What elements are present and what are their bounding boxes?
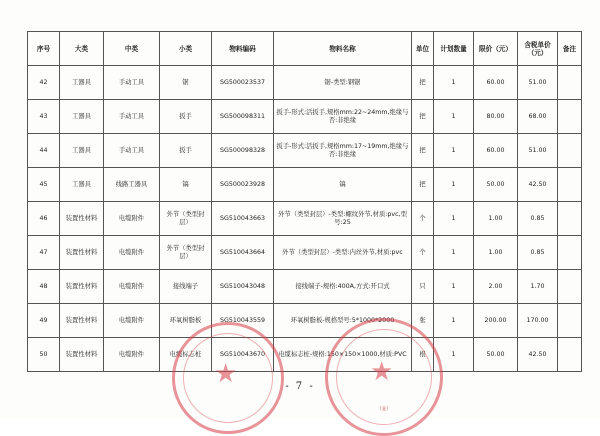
table-row <box>28 66 582 100</box>
cell-unit: 把 <box>412 100 434 134</box>
cell-mid: 电缆附件 <box>104 270 160 304</box>
cell-minor: 锯 <box>160 66 212 100</box>
column-header: 物料编码 <box>212 32 274 66</box>
table-row <box>28 236 582 270</box>
cell-unit: 把 <box>412 134 434 168</box>
cell-limit: 200.00 <box>474 304 518 338</box>
cell-no: 50 <box>28 338 60 372</box>
cell-note <box>558 202 582 236</box>
column-header: 含税单价（元） <box>518 32 558 66</box>
cell-minor: 扳手 <box>160 134 212 168</box>
cell-minor: 外节（类型封层） <box>160 202 212 236</box>
cell-code: SG500023928 <box>212 168 274 202</box>
seal-star-icon: ★ <box>370 357 394 387</box>
seal-code-text: （8） <box>376 406 392 413</box>
cell-minor: 环氧树脂板 <box>160 304 212 338</box>
official-seal-left <box>172 322 284 434</box>
cell-price: 0.85 <box>518 236 558 270</box>
table-body <box>28 66 582 372</box>
cell-code: SG500098328 <box>212 134 274 168</box>
column-header: 中类 <box>104 32 160 66</box>
column-header: 计划数量 <box>434 32 474 66</box>
cell-name: 外节（类型封层）-类型:螺纹外节,材质:pvc,型号:25 <box>274 202 412 236</box>
cell-note <box>558 236 582 270</box>
cell-minor: 扳手 <box>160 100 212 134</box>
cell-limit: 60.00 <box>474 66 518 100</box>
cell-code: SG510043048 <box>212 270 274 304</box>
table-header-row <box>28 32 582 66</box>
column-header: 单位 <box>412 32 434 66</box>
cell-name: 接线端子-规格:400A,方式:开口式 <box>274 270 412 304</box>
cell-minor: 电缆标志桩 <box>160 338 212 372</box>
cell-price: 51.00 <box>518 134 558 168</box>
cell-major: 工器具 <box>60 168 104 202</box>
table-row <box>28 338 582 372</box>
table-row <box>28 202 582 236</box>
cell-note <box>558 304 582 338</box>
cell-major: 装置性材料 <box>60 202 104 236</box>
cell-no: 49 <box>28 304 60 338</box>
cell-limit: 50.00 <box>474 338 518 372</box>
cell-code: SG510043664 <box>212 236 274 270</box>
table-row <box>28 270 582 304</box>
cell-unit: 把 <box>412 66 434 100</box>
cell-code: SG500098311 <box>212 100 274 134</box>
table-row <box>28 134 582 168</box>
cell-name: 锯-类型:钢锯 <box>274 66 412 100</box>
cell-price: 42.50 <box>518 338 558 372</box>
column-header: 小类 <box>160 32 212 66</box>
cell-limit: 80.00 <box>474 100 518 134</box>
cell-mid: 电缆附件 <box>104 338 160 372</box>
cell-unit: 把 <box>412 168 434 202</box>
cell-unit: 张 <box>412 304 434 338</box>
cell-mid: 线路工器具 <box>104 168 160 202</box>
seal-star-icon: ★ <box>214 359 238 389</box>
cell-major: 工器具 <box>60 134 104 168</box>
cell-mid: 电缆附件 <box>104 236 160 270</box>
cell-note <box>558 134 582 168</box>
cell-mid: 手动工具 <box>104 66 160 100</box>
cell-major: 装置性材料 <box>60 270 104 304</box>
cell-mid: 电缆附件 <box>104 202 160 236</box>
column-header: 限价（元） <box>474 32 518 66</box>
cell-code: SG510043559 <box>212 304 274 338</box>
cell-major: 工器具 <box>60 66 104 100</box>
cell-note <box>558 100 582 134</box>
cell-major: 装置性材料 <box>60 304 104 338</box>
column-header: 大类 <box>60 32 104 66</box>
cell-price: 51.00 <box>518 66 558 100</box>
cell-code: SG510043670 <box>212 338 274 372</box>
cell-code: SG500023537 <box>212 66 274 100</box>
cell-mid: 电缆附件 <box>104 304 160 338</box>
official-seal-right <box>325 318 443 436</box>
cell-minor: 接线端子 <box>160 270 212 304</box>
cell-note <box>558 270 582 304</box>
cell-limit: 1.00 <box>474 236 518 270</box>
cell-price: 0.85 <box>518 202 558 236</box>
cell-minor: 镐 <box>160 168 212 202</box>
table-row <box>28 304 582 338</box>
cell-qty: 1 <box>434 338 474 372</box>
cell-major: 工器具 <box>60 100 104 134</box>
materials-price-table <box>27 31 582 372</box>
cell-unit: 个 <box>412 236 434 270</box>
cell-qty: 1 <box>434 66 474 100</box>
cell-name: 扳手-形式:活扳手,规格mm:22~24mm,绝缘与否:非绝缘 <box>274 100 412 134</box>
cell-price: 42.50 <box>518 168 558 202</box>
page-number: - 7 - <box>285 381 315 392</box>
cell-note <box>558 66 582 100</box>
cell-no: 44 <box>28 134 60 168</box>
cell-no: 48 <box>28 270 60 304</box>
cell-no: 43 <box>28 100 60 134</box>
cell-mid: 手动工具 <box>104 100 160 134</box>
cell-no: 47 <box>28 236 60 270</box>
cell-limit: 1.00 <box>474 202 518 236</box>
cell-no: 42 <box>28 66 60 100</box>
cell-limit: 50.00 <box>474 168 518 202</box>
cell-name: 电缆标志桩-规格:150×150×1000,材质:PVC <box>274 338 412 372</box>
cell-mid: 手动工具 <box>104 134 160 168</box>
cell-note <box>558 168 582 202</box>
cell-qty: 1 <box>434 304 474 338</box>
column-header: 序号 <box>28 32 60 66</box>
cell-qty: 1 <box>434 270 474 304</box>
cell-code: SG510043663 <box>212 202 274 236</box>
cell-qty: 1 <box>434 134 474 168</box>
cell-name: 外节（类型封层）-类型:内丝外节,材质:pvc <box>274 236 412 270</box>
cell-unit: 只 <box>412 270 434 304</box>
cell-name: 镐 <box>274 168 412 202</box>
cell-unit: 根 <box>412 338 434 372</box>
cell-note <box>558 338 582 372</box>
cell-qty: 1 <box>434 236 474 270</box>
cell-unit: 个 <box>412 202 434 236</box>
cell-name: 扳手-形式:活扳手,规格mm:17~19mm,绝缘与否:非绝缘 <box>274 134 412 168</box>
cell-major: 装置性材料 <box>60 236 104 270</box>
cell-major: 装置性材料 <box>60 338 104 372</box>
cell-price: 68.00 <box>518 100 558 134</box>
column-header: 物料名称 <box>274 32 412 66</box>
cell-qty: 1 <box>434 100 474 134</box>
table-row <box>28 100 582 134</box>
cell-limit: 60.00 <box>474 134 518 168</box>
table-row <box>28 168 582 202</box>
column-header: 备注 <box>558 32 582 66</box>
cell-minor: 外节（类型封层） <box>160 236 212 270</box>
cell-qty: 1 <box>434 202 474 236</box>
cell-qty: 1 <box>434 168 474 202</box>
cell-no: 45 <box>28 168 60 202</box>
cell-limit: 2.00 <box>474 270 518 304</box>
cell-name: 环氧树脂板-规格型号:5*1000*2000 <box>274 304 412 338</box>
cell-price: 1.70 <box>518 270 558 304</box>
cell-price: 170.00 <box>518 304 558 338</box>
cell-no: 46 <box>28 202 60 236</box>
